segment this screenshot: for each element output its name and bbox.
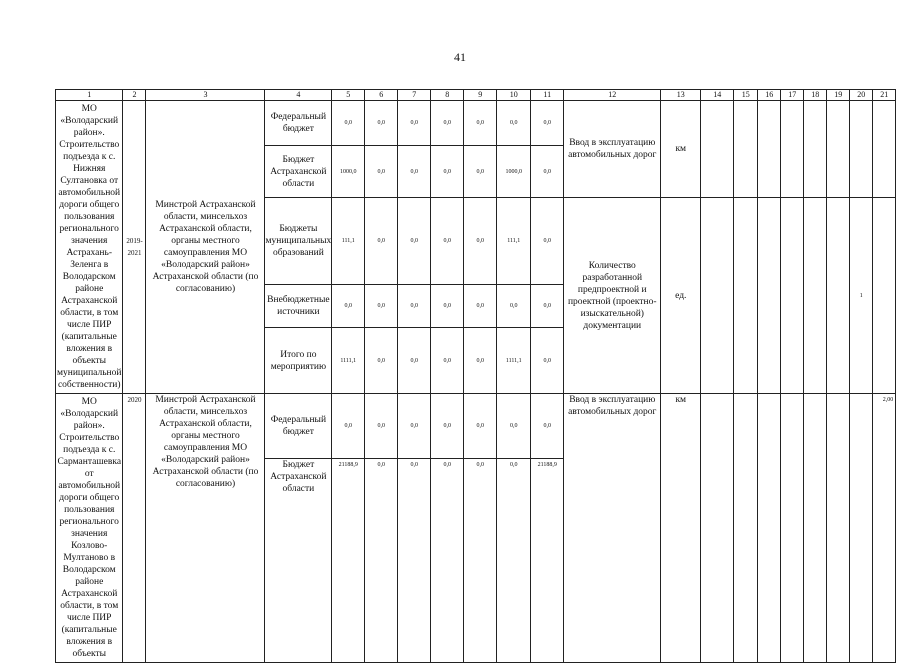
value-cell: 0,0 [398,146,431,198]
source-name: Федеральный бюджет [265,394,332,459]
col-header: 14 [701,90,734,101]
col-header: 7 [398,90,431,101]
value-cell: 0,0 [464,285,497,328]
value-cell: 0,0 [365,198,398,285]
value-cell: 0,0 [398,101,431,146]
value-cell: 0,0 [398,394,431,459]
value-cell: 0,0 [431,394,464,459]
value-cell: 0,0 [365,101,398,146]
value-cell: 0,0 [531,394,564,459]
value-cell: 0,0 [398,198,431,285]
object-name-cell: МО «Володарский район». Строительство подъезда к с. Нижняя Султановка от автомобильной дороги общего пользования регионального значения Астрахань-Зеленга в Володарском районе Астраханской области, в том числе ПИР (капитальные вложения в объекты муниципальной собственности) [56,101,123,394]
page-number: 41 [454,50,466,64]
source-name: Итого по мероприятию [265,328,332,394]
col-header: 20 [850,90,873,101]
value-cell: 0,0 [431,101,464,146]
value-cell: 21188,9 [332,458,365,662]
value-cell: 0,0 [431,328,464,394]
col-header: 15 [734,90,758,101]
value-cell: 0,0 [531,328,564,394]
col-header: 16 [758,90,781,101]
value-cell: 1111,1 [497,328,531,394]
value-cell: 0,0 [365,285,398,328]
col-header: 11 [531,90,564,101]
value-cell: 0,0 [365,328,398,394]
executor-cell: Минстрой Астраханской области, минсельхоз Астраханской области, органы местного самоуправления МО «Володарский район» Астраханской области (по согласованию) [146,394,265,663]
value-cell: 0,0 [464,198,497,285]
col-header: 4 [265,90,332,101]
value-cell: 0,0 [531,198,564,285]
value-cell: 0,0 [332,394,365,459]
unit-cell: км [661,101,701,198]
value-cell: 0,0 [464,146,497,198]
column-number-row [56,90,896,101]
value-cell: 0,0 [431,198,464,285]
value-cell: 0,0 [431,146,464,198]
value-cell: 0,0 [464,328,497,394]
indicator-cell: Ввод в эксплуатацию автомобильных дорог [564,394,661,663]
col-header: 2 [123,90,146,101]
source-name: Внебюджетные источники [265,285,332,328]
value-cell: 0,0 [464,394,497,459]
indicator-cell: Ввод в эксплуатацию автомобильных дорог [564,101,661,198]
value-cell: 1 [850,198,873,394]
value-cell: 0,0 [398,285,431,328]
col-header: 6 [365,90,398,101]
value-cell: 0,0 [431,285,464,328]
col-header: 10 [497,90,531,101]
unit-cell: ед. [661,198,701,394]
source-name: Бюджет Астраханской области [265,146,332,198]
value-cell: 0,0 [497,101,531,146]
value-cell: 0,0 [497,394,531,459]
value-cell: 0,0 [464,101,497,146]
value-cell: 0,0 [531,146,564,198]
value-cell: 0,0 [431,458,464,662]
indicator-cell: Количество разработанной предпроектной и проектной (проектно-изыскательной) документации [564,198,661,394]
period-cell: 2019-2021 [123,101,146,394]
program-table [55,89,896,663]
value-cell: 0,0 [332,285,365,328]
col-header: 13 [661,90,701,101]
value-cell: 0,0 [531,101,564,146]
col-header: 17 [781,90,804,101]
value-cell: 1000,0 [332,146,365,198]
value-cell: 2,00 [873,394,896,663]
col-header: 8 [431,90,464,101]
period-cell: 2020 [123,394,146,663]
value-cell: 1000,0 [497,146,531,198]
value-cell: 1111,1 [332,328,365,394]
value-cell: 0,0 [365,146,398,198]
table-row [56,101,896,146]
object-name-cell: МО «Володарский район». Строительство подъезда к с. Сарманташевка от автомобильной дороги общего пользования регионального значения Козлово-Мултаново в Володарском районе Астраханской области, в том числе ПИР (капитальные вложения в объекты [56,394,123,663]
col-header: 9 [464,90,497,101]
value-cell: 0,0 [332,101,365,146]
value-cell: 0,0 [531,285,564,328]
value-cell: 0,0 [464,458,497,662]
source-name: Бюджет Астраханской области [265,458,332,662]
value-cell: 0,0 [398,328,431,394]
col-header: 3 [146,90,265,101]
unit-cell: км [661,394,701,663]
source-name: Федеральный бюджет [265,101,332,146]
value-cell: 0,0 [365,394,398,459]
col-header: 18 [804,90,827,101]
executor-cell: Минстрой Астраханской области, минсельхоз Астраханской области, органы местного самоуправления МО «Володарский район» Астраханской области (по согласованию) [146,101,265,394]
value-cell: 0,0 [398,458,431,662]
value-cell: 0,0 [497,285,531,328]
value-cell: 0,0 [365,458,398,662]
col-header: 19 [827,90,850,101]
value-cell: 21188,9 [531,458,564,662]
table-row [56,394,896,459]
col-header: 1 [56,90,123,101]
col-header: 21 [873,90,896,101]
value-cell: 111,1 [497,198,531,285]
value-cell: 0,0 [497,458,531,662]
col-header: 5 [332,90,365,101]
value-cell: 111,1 [332,198,365,285]
source-name: Бюджеты муниципальных образований [265,198,332,285]
col-header: 12 [564,90,661,101]
